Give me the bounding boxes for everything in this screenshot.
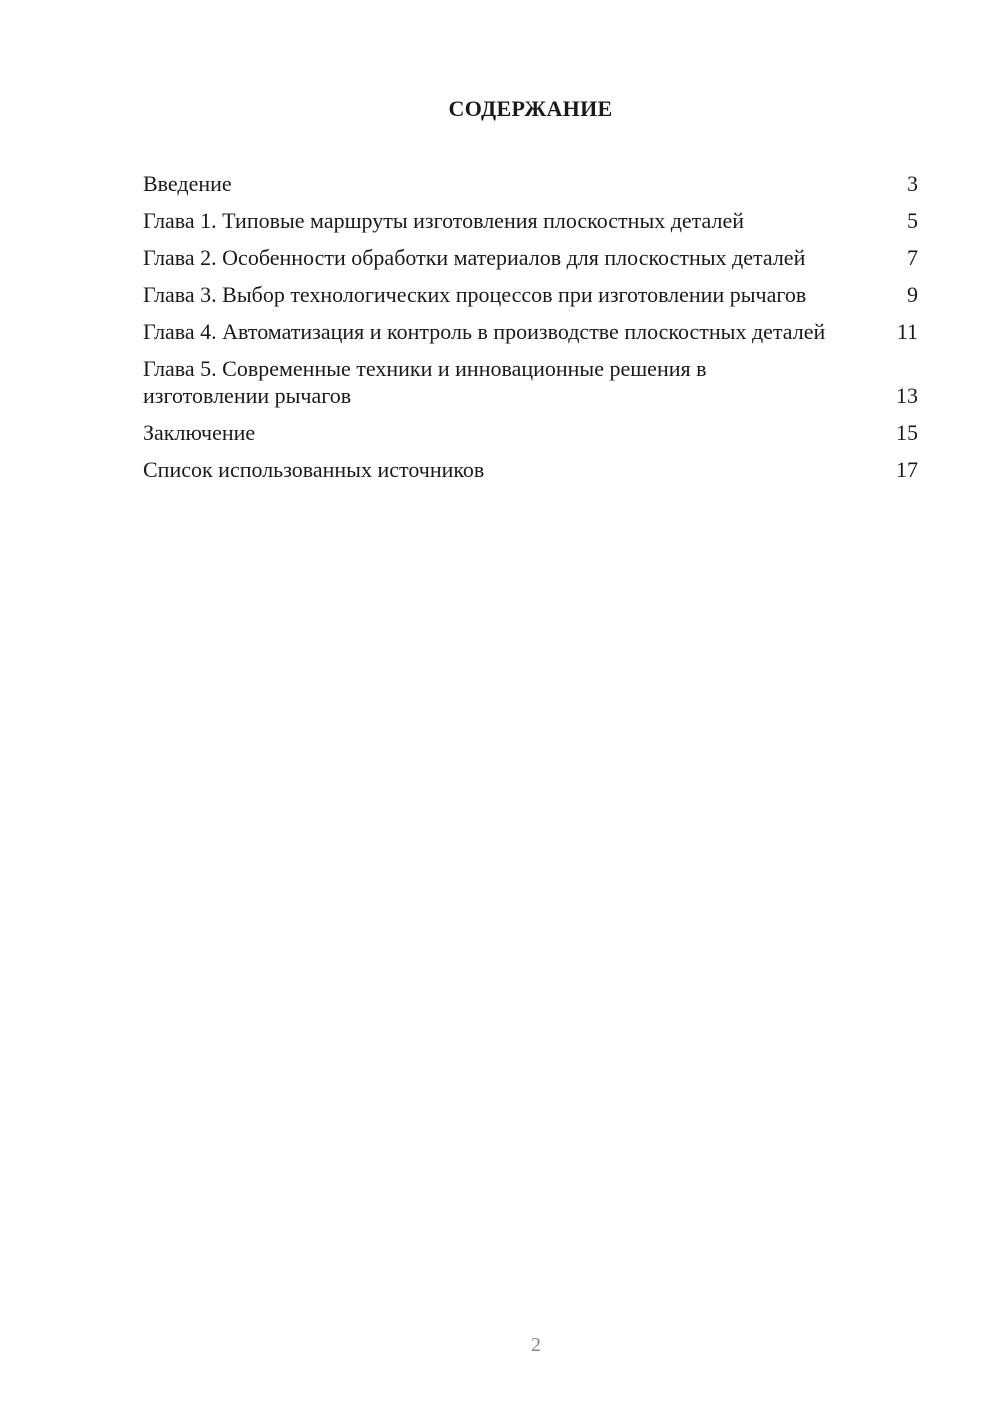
toc-entry-conclusion xyxy=(143,419,918,446)
toc-title: СОДЕРЖАНИЕ xyxy=(448,96,613,121)
toc-entry-page: 17 xyxy=(896,457,918,482)
toc-entry-page: 15 xyxy=(896,420,918,445)
toc-entry-text: Введение xyxy=(143,171,232,196)
toc-entry-text: Глава 2. Особенности обработки материалов для плоскостных деталей xyxy=(143,245,806,270)
toc-entry-text: Глава 1. Типовые маршруты изготовления плоскостных деталей xyxy=(143,208,745,233)
toc-entry-introduction xyxy=(143,170,918,197)
toc-entry-page: 7 xyxy=(907,245,918,270)
table-of-contents xyxy=(143,170,918,493)
toc-entry-text: Список использованных источников xyxy=(143,457,485,482)
toc-entry-page: 11 xyxy=(896,319,918,344)
toc-entry-text: Глава 3. Выбор технологических процессов при изготовлении рычагов xyxy=(143,282,807,307)
toc-entry-chapter-4 xyxy=(143,318,918,345)
toc-entry-references xyxy=(143,456,918,483)
toc-entry-chapter-2 xyxy=(143,244,918,271)
toc-entry-chapter-1 xyxy=(143,207,918,234)
toc-entry-chapter-3 xyxy=(143,281,918,308)
toc-entry-chapter-5 xyxy=(143,355,918,409)
toc-entry-text: Глава 5. Современные техники и инновационные решения в изготовлении рычагов xyxy=(143,356,707,408)
toc-entry-text: Заключение xyxy=(143,420,256,445)
toc-entry-page: 5 xyxy=(907,208,918,233)
toc-entry-page: 13 xyxy=(896,383,918,408)
toc-entry-page: 9 xyxy=(907,282,918,307)
toc-entry-page: 3 xyxy=(907,171,918,196)
toc-entry-text: Глава 4. Автоматизация и контроль в производстве плоскостных деталей xyxy=(143,319,826,344)
page-number: 2 xyxy=(531,1334,541,1356)
